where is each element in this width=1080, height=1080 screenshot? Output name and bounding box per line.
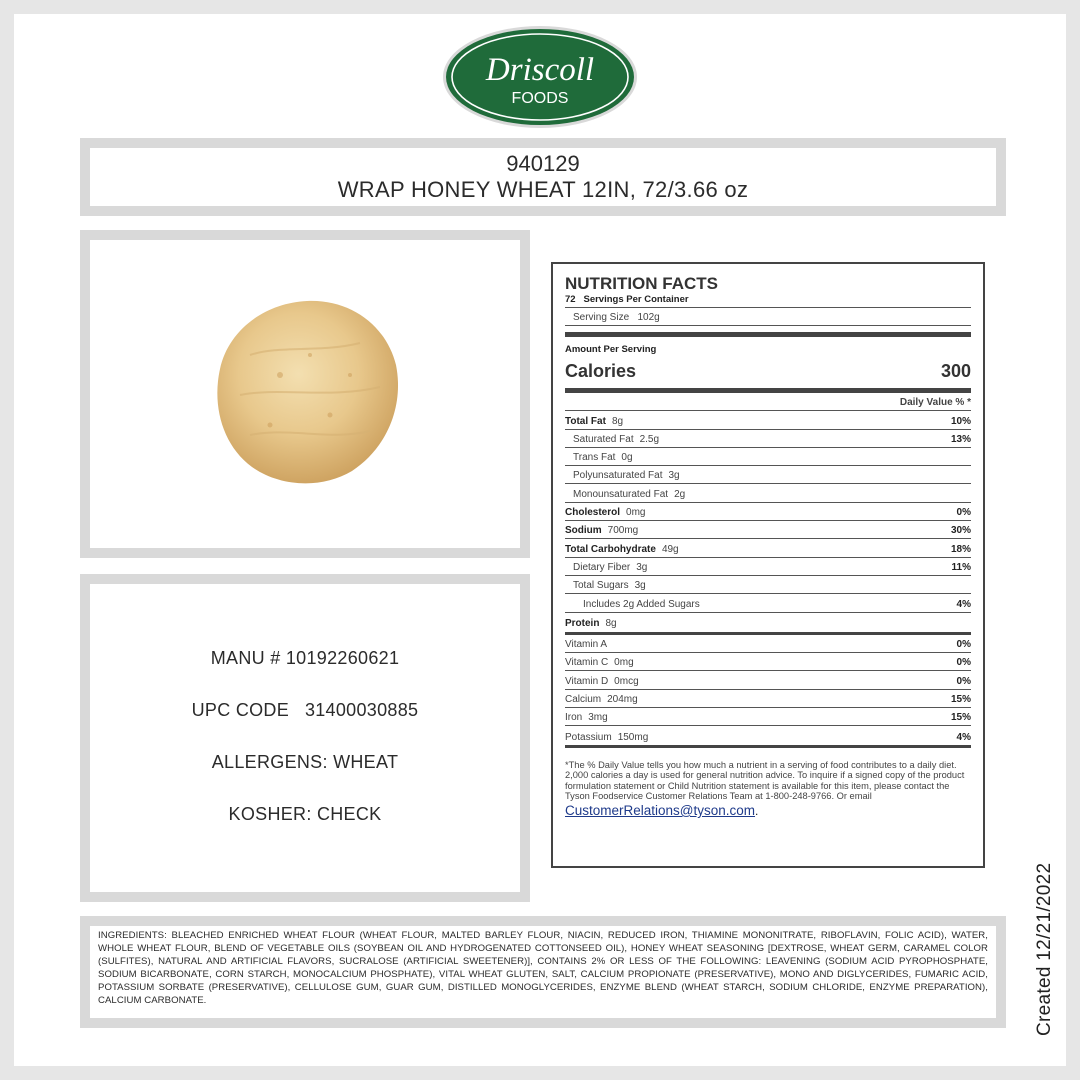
nutrient-label: Total Carbohydrate	[565, 543, 656, 555]
nutrient-daily-value: 0%	[956, 657, 971, 669]
nutrient-daily-value: 30%	[950, 525, 971, 537]
nutrient-row	[565, 576, 971, 594]
nutrient-amount: 49g	[661, 543, 679, 555]
nutrient-row	[565, 594, 971, 612]
nutrient-row	[565, 503, 971, 521]
nutrient-label: Total Fat	[565, 415, 606, 427]
nutrient-amount: 0mcg	[614, 675, 639, 687]
nutrient-row	[565, 613, 971, 631]
nutrient-label: Vitamin C	[565, 657, 609, 669]
nutrition-facts-panel: NUTRITION FACTS 72 Servings Per Container Serving Size 102g Amount Per Serving Calories 300 Daily Value % * Total Fat 8g 10% Saturated Fat 2.5g 13% Trans Fat 0g Polyunsaturated Fat 3g Monounsaturated Fat 2g Cholesterol 0mg 0% Sodium 700mg 30% Total Carbohydrate 49g 18% Dietary Fiber 3g 11% Total Sugars 3g Includes 2g Added Sugars 4% Protein 8g Vitamin A 0% Vitamin C 0mg 0% Vitamin D 0mcg 0% Calcium 204mg 15% Iron 3mg 15% Potassium 150mg 4% *The % Daily Value tells you how much a nutrient in a serving of food contributes to a daily diet. 2,000 calories a day is used for general nutrition advice. To inquire if a signed copy of the product formulation statement or Child Nutrition statement is available for this item, please contact the Tyson Foodservice Customer Relations Team at 1-800-248-9766. Or email CustomerRelations@tyson.com.	[551, 262, 985, 868]
nutrient-amount: 8g	[605, 617, 617, 629]
nutrient-label: Vitamin D	[565, 675, 609, 687]
svg-text:Driscoll: Driscoll	[485, 52, 595, 88]
nutrient-daily-value: 13%	[950, 433, 971, 445]
nutrient-label: Monounsaturated Fat	[573, 488, 669, 500]
nutrient-label: Cholesterol	[565, 507, 621, 519]
divider-medium	[565, 745, 971, 748]
nutrient-amount: 3g	[636, 561, 648, 573]
nutrition-title: NUTRITION FACTS	[565, 274, 718, 293]
vitamin-row	[565, 726, 971, 744]
nutrient-label: Dietary Fiber	[573, 561, 631, 573]
nutrient-row	[565, 539, 971, 557]
calories-row	[565, 357, 971, 388]
nutrient-label: Saturated Fat	[573, 433, 634, 445]
upc-code: UPC CODE 31400030885	[191, 700, 419, 720]
nutrient-label: Total Sugars	[573, 580, 629, 592]
nutrient-daily-value: 18%	[950, 543, 971, 555]
nutrient-amount: 150mg	[617, 731, 649, 743]
nutrient-daily-value: 15%	[950, 694, 971, 706]
calories-value: 300	[940, 361, 971, 381]
nutrient-daily-value: 0%	[956, 675, 971, 687]
vitamin-row	[565, 690, 971, 708]
product-image-box	[80, 230, 530, 558]
nutrient-row	[565, 430, 971, 448]
nutrient-row	[565, 558, 971, 576]
kosher: KOSHER: CHECK	[228, 804, 382, 824]
nutrient-daily-value: 0%	[956, 507, 971, 519]
ingredients-text: INGREDIENTS: BLEACHED ENRICHED WHEAT FLOUR (WHEAT FLOUR, MALTED BARLEY FLOUR, NIACIN, REDUCED IRON, THIAMINE MONONITRATE, RIBOFLAVIN, FOLIC ACID), WATER, WHOLE WHEAT FLOUR, BLEND OF VEGETABLE OILS (SOYBEAN OIL AND HYDROGENATED COTTONSEED OIL), HONEY WHEAT SEASONING [DEXTROSE, WHEAT GERM, CARAMEL COLOR (SULFITES), NATURAL AND ARTIFICIAL FLAVORS, SUCRALOSE (ARTIFICIAL SWEETENER)], CONTAINS 2% OR LESS OF THE FOLLOWING: LEAVENING (SODIUM ACID PYROPHOSPHATE, SODIUM BICARBONATE, CORN STARCH, MONOCALCIUM PHOSPHATE), VITAL WHEAT GLUTEN, SALT, CALCIUM PROPIONATE (PRESERVATIVE), MONO AND DIGLYCERIDES, FUMARIC ACID, POTASSIUM SORBATE (PRESERVATIVE), CELLULOSE GUM, GUAR GUM, DISTILLED MONOGLYCERIDES, ENZYME BLEND (WHEAT STARCH, SODIUM CHLORIDE, ENZYME PREPARATION), CALCIUM CARBONATE.	[98, 930, 988, 1006]
vitamin-row	[565, 708, 971, 726]
nutrient-amount: 700mg	[607, 525, 639, 537]
svg-text:FOODS: FOODS	[511, 90, 569, 107]
allergens: ALLERGENS: WHEAT	[211, 752, 399, 772]
servings-per-container: 72 Servings Per Container	[565, 294, 971, 308]
nutrient-daily-value: 4%	[956, 598, 971, 610]
nutrient-label: Polyunsaturated Fat	[573, 470, 663, 482]
serving-size: Serving Size 102g	[565, 308, 971, 326]
driscoll-foods-logo	[441, 24, 639, 130]
nutrient-amount: 2g	[674, 488, 686, 500]
nutrient-label: Iron	[565, 712, 583, 724]
nutrient-amount: 0mg	[626, 507, 646, 519]
footnote: *The % Daily Value tells you how much a nutrient in a serving of food contributes to a daily diet. 2,000 calories a day is used for general nutrition advice. To inquire if a signed copy of the product formulation statement or Child Nutrition statement is available for this item, please contact the Tyson Foodservice Customer Relations Team at 1-800-248-9766. Or email	[565, 759, 965, 802]
vitamin-list	[565, 635, 971, 745]
vitamin-row	[565, 653, 971, 671]
nutrient-amount: 3mg	[588, 712, 608, 724]
calories-label: Calories	[565, 361, 637, 381]
vitamin-row	[565, 671, 971, 689]
nutrient-daily-value: 0%	[956, 639, 971, 651]
product-title-box	[80, 138, 1006, 216]
ingredients-box	[80, 916, 1006, 1028]
item-code: 940129	[506, 151, 580, 176]
vitamin-row	[565, 635, 971, 653]
nutrient-label: Vitamin A	[565, 639, 608, 651]
nutrient-label: Calcium	[565, 694, 602, 706]
nutrient-amount: 8g	[611, 415, 624, 427]
nutrient-label: Sodium	[565, 525, 602, 537]
created-date: Created 12/21/2022	[1034, 862, 1055, 1036]
nutrient-row	[565, 466, 971, 484]
nutrient-amount: 3g	[668, 470, 680, 482]
nutrient-amount: 2.5g	[639, 433, 660, 445]
nutrient-amount: 204mg	[607, 694, 638, 706]
nutrient-amount: 3g	[634, 580, 646, 592]
nutrient-daily-value: 4%	[956, 731, 971, 743]
nutrient-list	[565, 411, 971, 631]
nutrient-amount: 0mg	[614, 657, 634, 669]
daily-value-header: Daily Value % *	[565, 393, 971, 411]
nutrient-label: Trans Fat	[573, 452, 616, 464]
nutrient-row	[565, 411, 971, 429]
nutrient-daily-value: 11%	[951, 561, 971, 573]
nutrient-label: Potassium	[565, 731, 612, 743]
nutrient-daily-value: 15%	[950, 712, 971, 724]
nutrient-row	[565, 484, 971, 502]
nutrient-amount: 0g	[621, 452, 633, 464]
product-name: WRAP HONEY WHEAT 12IN, 72/3.66 oz	[337, 177, 749, 202]
nutrient-row	[565, 448, 971, 466]
product-info-box	[80, 574, 530, 902]
customer-relations-email-link[interactable]: CustomerRelations@tyson.com	[565, 803, 756, 819]
tortilla-image	[210, 295, 404, 489]
nutrient-label: Protein	[565, 617, 600, 629]
nutrient-daily-value: 10%	[950, 415, 971, 427]
nutrient-label: Includes 2g Added Sugars	[583, 598, 700, 610]
manu-number: MANU # 10192260621	[210, 648, 400, 668]
amount-per-serving: Amount Per Serving	[565, 344, 657, 355]
nutrient-row	[565, 521, 971, 539]
